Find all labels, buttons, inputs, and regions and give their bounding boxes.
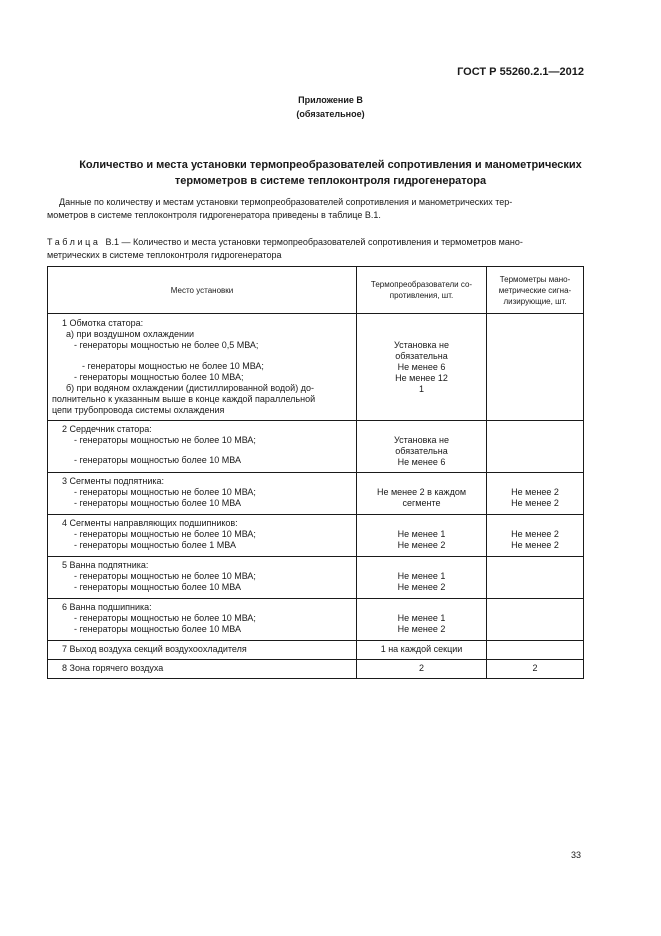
standard-number: ГОСТ Р 55260.2.1—2012 — [457, 66, 584, 78]
row-3-rtd: Не менее 2 в каждом сегменте — [357, 473, 487, 515]
row-4-thermometers: Не менее 2 Не менее 2 — [487, 515, 584, 557]
row-5-rtd: Не менее 1 Не менее 2 — [357, 557, 487, 599]
header-place: Место установки — [48, 267, 357, 314]
table-row — [48, 515, 584, 557]
table-row — [48, 557, 584, 599]
heading-line-2: термометров в системе теплоконтроля гидрогенератора — [174, 175, 487, 187]
installation-table — [47, 266, 584, 679]
row-5-thermometers — [487, 557, 584, 599]
row-6-place: 6 Ванна подшипника: - генераторы мощностью не более 10 МВА; - генераторы мощностью более 10 МВА — [48, 599, 357, 641]
row-3-place: 3 Сегменты подпятника: - генераторы мощностью не более 10 МВА; - генераторы мощностью более 10 МВА — [48, 473, 357, 515]
row-8-rtd: 2 — [357, 660, 487, 679]
header-rtd: Термопреобразователи со- противления, шт. — [357, 267, 487, 314]
table-row — [48, 599, 584, 641]
row-6-rtd: Не менее 1 Не менее 2 — [357, 599, 487, 641]
table-row — [48, 421, 584, 473]
row-2-rtd: Установка не обязательна Не менее 6 — [357, 421, 487, 473]
appendix-title: Приложение В — [298, 95, 363, 105]
row-4-rtd: Не менее 1 Не менее 2 — [357, 515, 487, 557]
header-thermometers: Термометры мано- метрические сигна- лизирующие, шт. — [487, 267, 584, 314]
section-heading — [50, 157, 611, 189]
row-8-place: 8 Зона горячего воздуха — [48, 660, 357, 679]
row-4-place: 4 Сегменты направляющих подшипников: - генераторы мощностью не более 10 МВА; - генераторы мощностью более 1 МВА — [48, 515, 357, 557]
table-header-row — [48, 267, 584, 314]
row-6-thermometers — [487, 599, 584, 641]
table-row — [48, 660, 584, 679]
row-8-thermometers: 2 — [487, 660, 584, 679]
appendix-status: (обязательное) — [296, 109, 365, 119]
intro-line-2: мометров в системе теплоконтроля гидрогенератора приведены в таблице В.1. — [47, 210, 381, 220]
page-number: 33 — [571, 850, 582, 860]
row-1-thermometers — [487, 314, 584, 421]
table-row — [48, 473, 584, 515]
intro-line-1: Данные по количеству и местам установки термопреобразователей сопротивления и манометрических тер- — [59, 197, 513, 207]
row-1-rtd: Установка не обязательна Не менее 6 Не менее 12 1 — [357, 314, 487, 421]
caption-line-1: В.1 — Количество и места установки термопреобразователей сопротивления и термометров мано- — [105, 237, 523, 247]
row-7-place: 7 Выход воздуха секций воздухоохладителя — [48, 641, 357, 660]
table-caption — [47, 236, 582, 262]
row-5-place: 5 Ванна подпятника: - генераторы мощностью не более 10 МВА; - генераторы мощностью более 10 МВА — [48, 557, 357, 599]
intro-paragraph — [47, 196, 582, 222]
caption-line-2: метрических в системе теплоконтроля гидрогенератора — [47, 250, 282, 260]
row-3-thermometers: Не менее 2 Не менее 2 — [487, 473, 584, 515]
row-7-thermometers — [487, 641, 584, 660]
row-2-place: 2 Сердечник статора: - генераторы мощностью не более 10 МВА; - генераторы мощностью более 10 МВА — [48, 421, 357, 473]
table-row — [48, 314, 584, 421]
table-row — [48, 641, 584, 660]
caption-word: Таблица — [47, 237, 101, 247]
row-2-thermometers — [487, 421, 584, 473]
row-1-place: 1 Обмотка статора: а) при воздушном охлаждении - генераторы мощностью не более 0,5 МВА; - генераторы мощностью не более 10 МВА; - генераторы мощностью более 10 МВА; б) при водяном охлаждении (дистиллированной водой) до- полнительно к указанным выше в конце каждой параллельной цепи трубопровода системы охлаждения — [48, 314, 357, 421]
heading-line-1: Количество и места установки термопреобразователей сопротивления и манометрических — [79, 159, 582, 171]
row-7-rtd: 1 на каждой секции — [357, 641, 487, 660]
